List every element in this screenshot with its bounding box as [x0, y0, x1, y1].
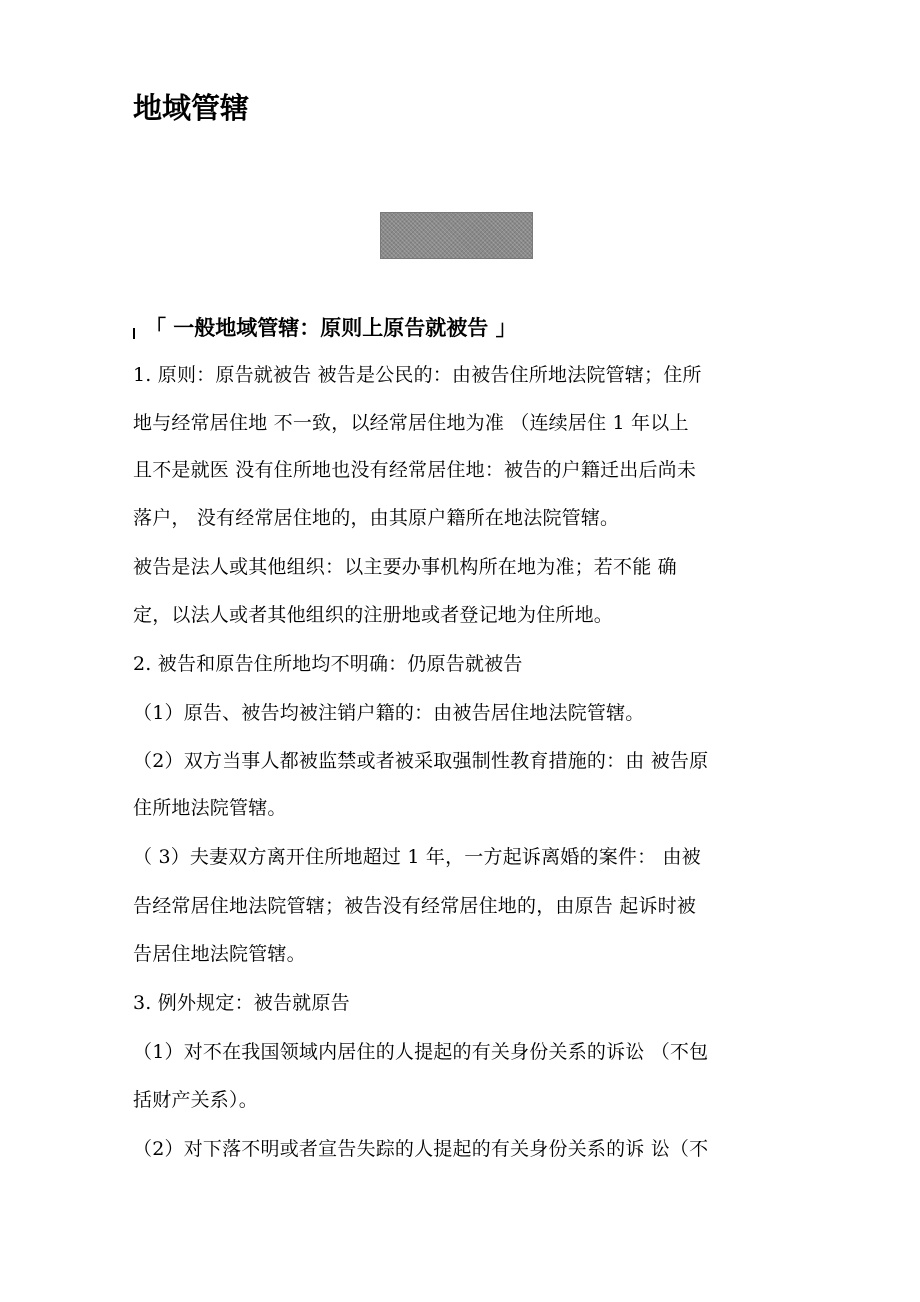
body-line: 地与经常居住地 不一致，以经常居住地为准 （连续居住 1 年以上 — [133, 412, 689, 434]
body-line: 3. 例外规定：被告就原告 — [133, 992, 350, 1014]
body-line: （ 3）夫妻双方离开住所地超过 1 年，一方起诉离婚的案件： 由被 — [133, 846, 701, 868]
heading-bar-mark — [133, 328, 135, 339]
body-line: 被告是法人或其他组织：以主要办事机构所在地为准；若不能 确 — [133, 556, 677, 578]
body-line: 住所地法院管辖。 — [133, 797, 287, 819]
body-line: （1）对不在我国领域内居住的人提起的有关身份关系的诉讼 （不包 — [133, 1041, 709, 1063]
body-line: 定，以法人或者其他组织的注册地或者登记地为住所地。 — [133, 604, 614, 626]
document-title: 地域管辖 — [133, 91, 250, 125]
body-line: 括财产关系）。 — [133, 1089, 258, 1111]
body-line: 且不是就医 没有住所地也没有经常居住地：被告的户籍迁出后尚未 — [133, 459, 697, 481]
body-line: 告居住地法院管辖。 — [133, 943, 306, 965]
gray-image-placeholder — [380, 212, 533, 259]
body-line: 2. 被告和原告住所地均不明确：仍原告就被告 — [133, 653, 523, 675]
section-heading-text: 「 一般地域管辖：原则上原告就被告 」 — [145, 316, 517, 340]
body-line: （2）双方当事人都被监禁或者被采取强制性教育措施的：由 被告原 — [133, 750, 709, 772]
body-line: （1）原告、被告均被注销户籍的：由被告居住地法院管辖。 — [133, 702, 645, 724]
body-line: 告经常居住地法院管辖；被告没有经常居住地的，由原告 起诉时被 — [133, 895, 697, 917]
body-line: （2）对下落不明或者宣告失踪的人提起的有关身份关系的诉 讼（不 — [133, 1138, 709, 1160]
body-line: 1. 原则：原告就被告 被告是公民的：由被告住所地法院管辖；住所 — [133, 364, 702, 386]
body-line: 落户， 没有经常居住地的，由其原户籍所在地法院管辖。 — [133, 507, 620, 529]
section-heading — [133, 311, 517, 345]
